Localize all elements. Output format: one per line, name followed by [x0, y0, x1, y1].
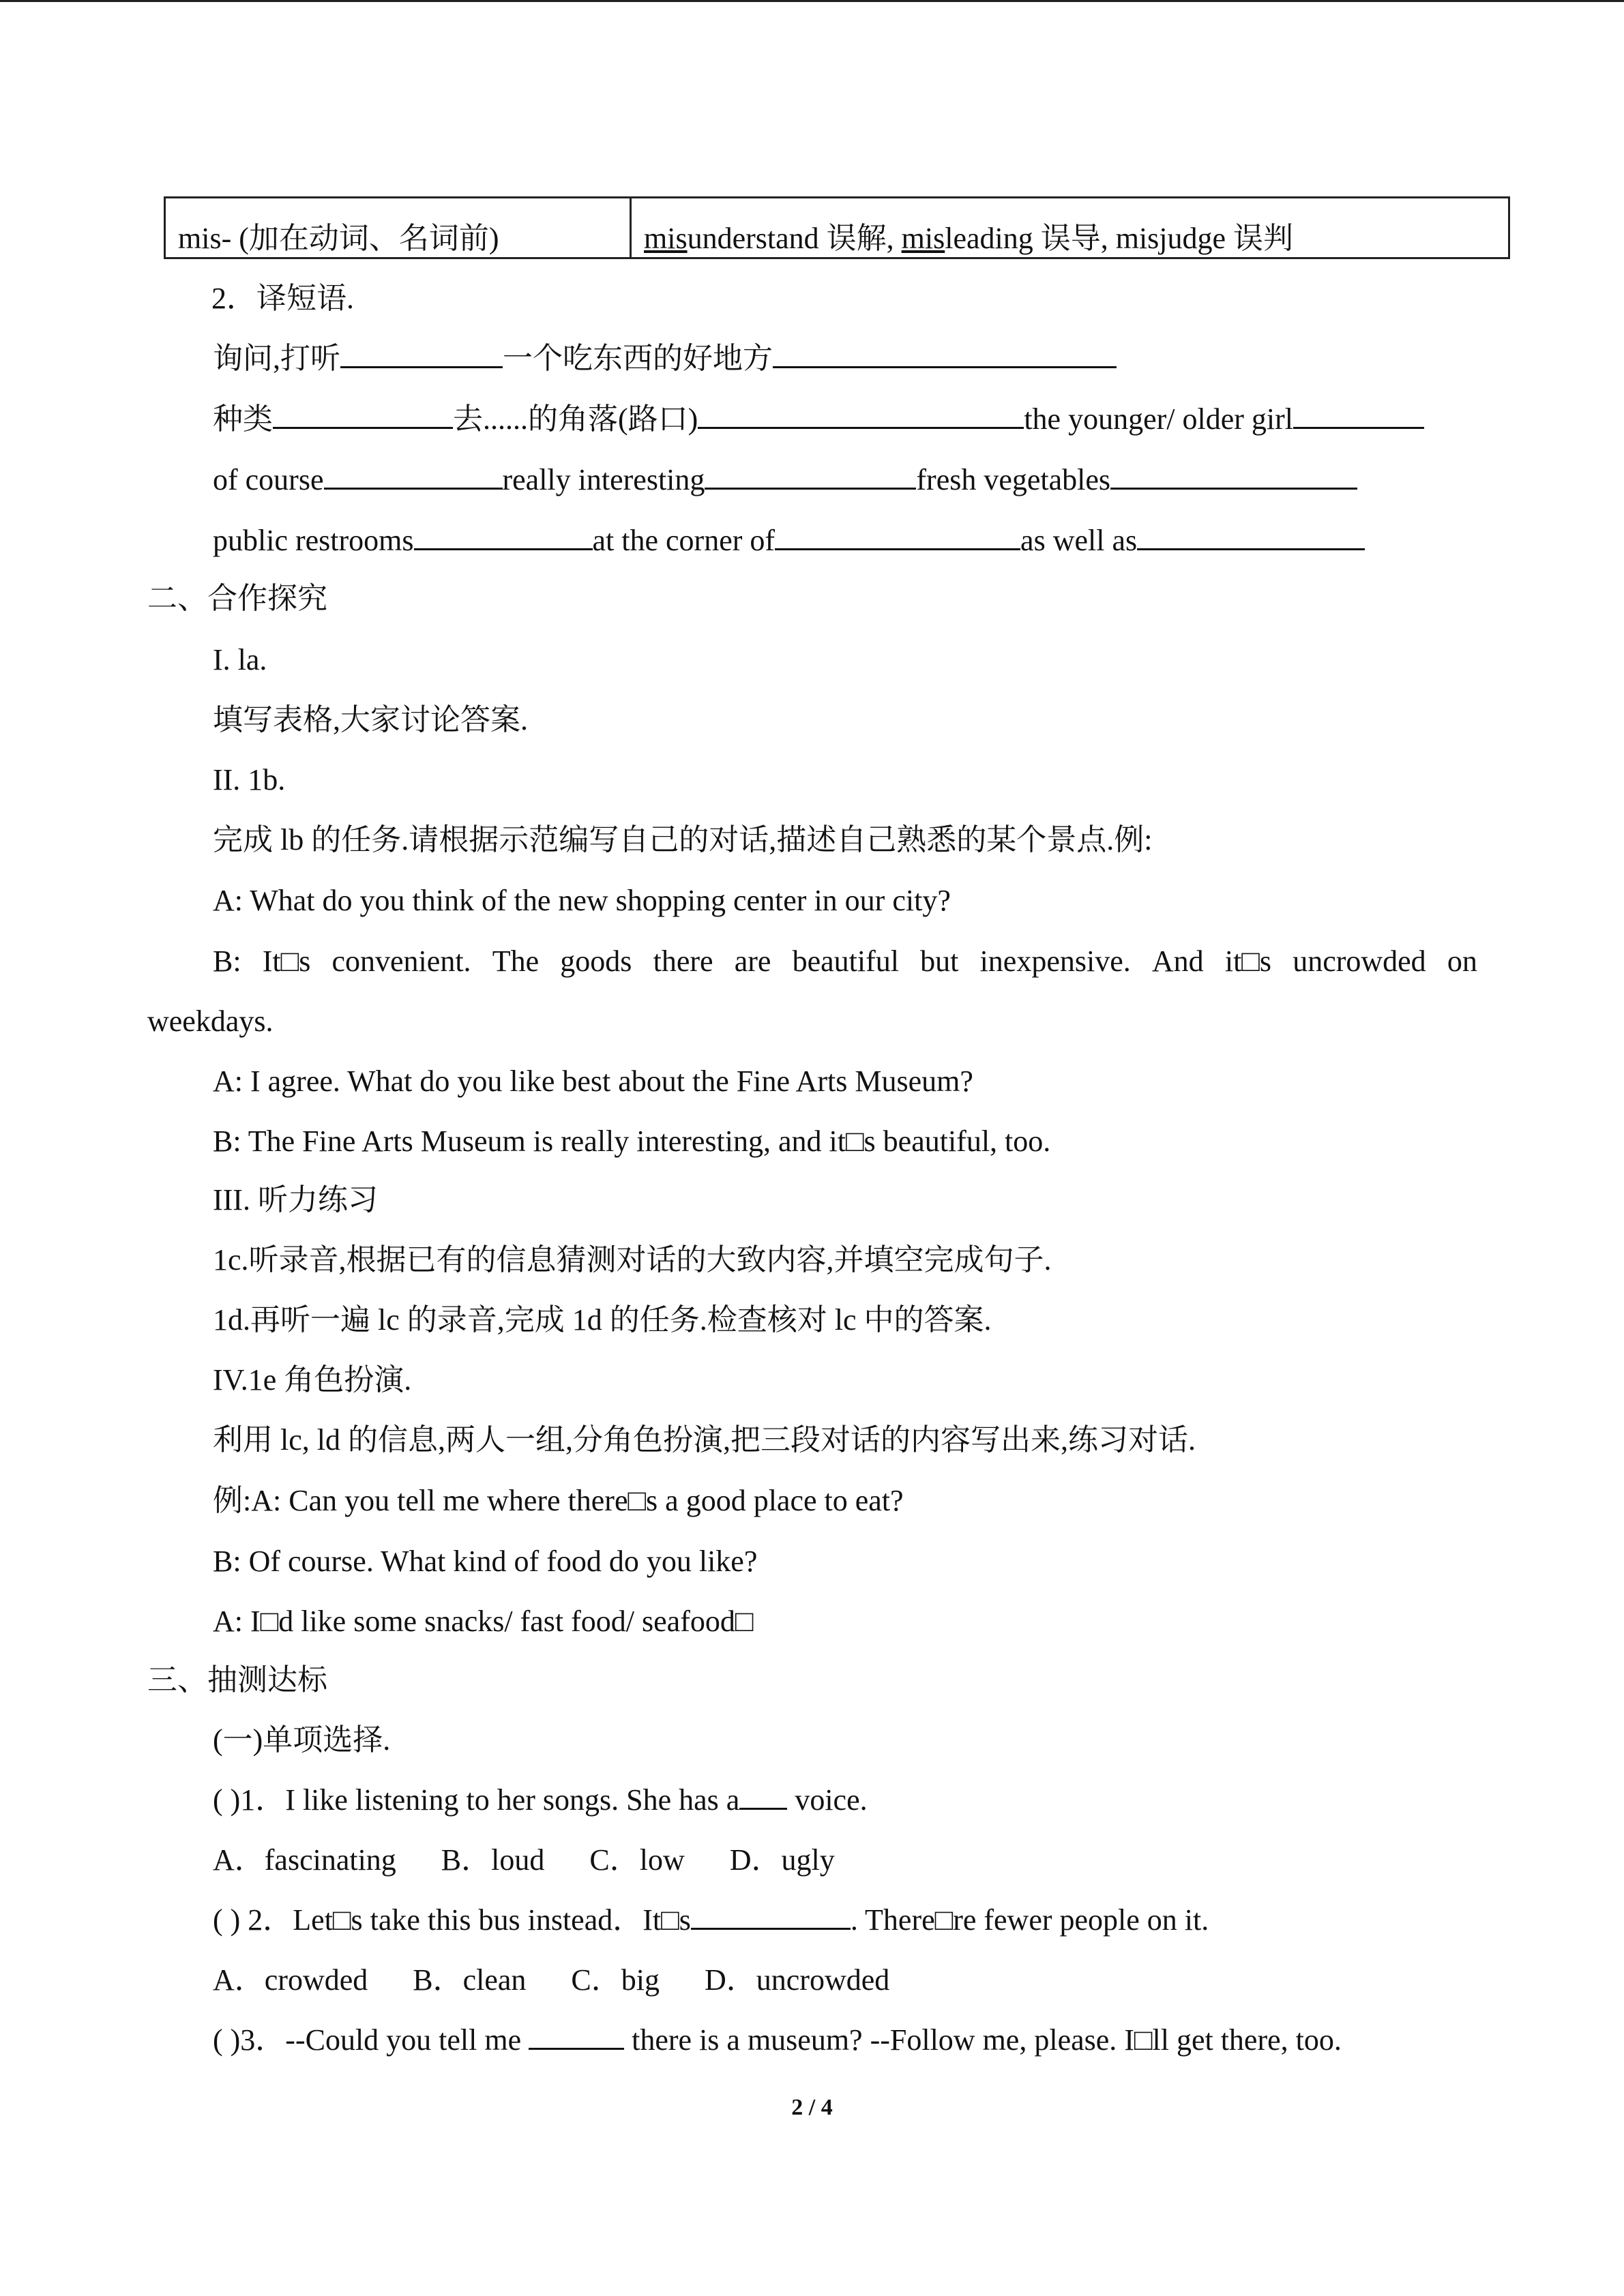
- phrase-label: at the corner of: [592, 524, 776, 557]
- dialogue-line-2: [213, 941, 1477, 982]
- answer-blank[interactable]: [739, 1780, 787, 1810]
- dialogue-word: convenient.: [331, 944, 471, 978]
- answer-blank[interactable]: [324, 460, 503, 490]
- table-cell-prefix: mis- (加在动词、名词前): [165, 198, 631, 258]
- dialogue-word: goods: [560, 944, 632, 978]
- question-1-options: A．fascinating B．loud C．low D．ugly: [213, 1843, 835, 1877]
- phrase-row-2: [213, 399, 1424, 440]
- answer-blank[interactable]: [773, 339, 1117, 368]
- section-heading-test: 三、抽测达标: [147, 1663, 327, 1697]
- dialogue-word: there: [653, 944, 713, 978]
- answer-blank[interactable]: [529, 2021, 624, 2050]
- example-line-2: B: Of course. What kind of food do you like?: [213, 1545, 758, 1578]
- question-text: ( )1．I like listening to her songs. She has a: [213, 1783, 740, 1817]
- dialogue-word: but: [920, 944, 959, 978]
- answer-blank[interactable]: [705, 460, 916, 490]
- phrase-label: fresh vegetables: [916, 463, 1111, 496]
- dialogue-line-1: A: What do you think of the new shopping center in our city?: [213, 884, 951, 917]
- dialogue-word: And: [1151, 944, 1204, 978]
- question-1: [213, 1780, 868, 1821]
- example-line-3: A: I□d like some snacks/ fast food/ seafood□: [213, 1605, 754, 1638]
- question-text: there is a museum? --Follow me, please. I□ll get there, too.: [624, 2023, 1342, 2057]
- part-iv-text: 利用 lc, ld 的信息,两人一组,分角色扮演,把三段对话的内容写出来,练习对话.: [213, 1423, 1196, 1457]
- answer-blank[interactable]: [1137, 521, 1365, 550]
- answer-blank[interactable]: [691, 1900, 851, 1930]
- question-2: [213, 1900, 1209, 1941]
- phrase-label: of course: [213, 463, 324, 496]
- dialogue-line-2-cont: weekdays.: [147, 1004, 274, 1038]
- part-ii-title: II. 1b.: [213, 763, 286, 796]
- page-top-border: [0, 0, 1624, 2]
- phrase-label: 种类: [213, 402, 273, 436]
- answer-blank[interactable]: [273, 400, 453, 429]
- answer-blank[interactable]: [340, 339, 503, 368]
- dialogue-word: The: [492, 944, 540, 978]
- dialogue-word: inexpensive.: [979, 944, 1131, 978]
- phrase-label: 一个吃东西的好地方: [503, 342, 773, 375]
- phrase-label: really interesting: [502, 463, 705, 496]
- answer-blank[interactable]: [1293, 400, 1424, 429]
- prefix-table: [164, 196, 1510, 259]
- table-row: [165, 198, 1509, 258]
- underlined-prefix: mis: [901, 222, 945, 255]
- section-2-title: 2．译短语.: [211, 282, 354, 315]
- question-text: ( )3．--Could you tell me: [213, 2023, 529, 2057]
- phrase-label: public restrooms: [213, 524, 414, 557]
- part-i-title: I. la.: [213, 643, 267, 676]
- phrase-label: as well as: [1020, 524, 1138, 557]
- dialogue-word: beautiful: [792, 944, 899, 978]
- answer-blank[interactable]: [775, 521, 1020, 550]
- question-text: . There□re fewer people on it.: [850, 1903, 1209, 1937]
- part-ii-text: 完成 lb 的任务.请根据示范编写自己的对话,描述自己熟悉的某个景点.例:: [213, 823, 1153, 856]
- phrase-label: the younger/ older girl: [1024, 402, 1293, 436]
- phrase-row-3: [213, 460, 1357, 501]
- dialogue-word: uncrowded: [1293, 944, 1426, 978]
- underlined-prefix: mis: [644, 222, 688, 255]
- part-iv-title: IV.1e 角色扮演.: [213, 1363, 412, 1397]
- question-3: [213, 2020, 1342, 2061]
- dialogue-word: on: [1447, 944, 1477, 978]
- subsection-single-choice: (一)单项选择.: [213, 1723, 391, 1757]
- dialogue-word: It□s: [262, 944, 311, 978]
- part-iii-title: III. 听力练习: [213, 1183, 378, 1217]
- example-text: understand 误解,: [687, 222, 902, 255]
- part-iii-1c: 1c.听录音,根据已有的信息猜测对话的大致内容,并填空完成句子.: [213, 1243, 1052, 1277]
- dialogue-word: it□s: [1224, 944, 1272, 978]
- phrase-label: 去......的角落(路口): [453, 402, 698, 436]
- question-2-options: A．crowded B．clean C．big D．uncrowded: [213, 1963, 890, 1997]
- part-i-text: 填写表格,大家讨论答案.: [213, 703, 528, 736]
- page-number: 2 / 4: [791, 2095, 833, 2120]
- question-text: ( ) 2．Let□s take this bus instead．It□s: [213, 1903, 691, 1937]
- part-iii-1d: 1d.再听一遍 lc 的录音,完成 1d 的任务.检查核对 lc 中的答案.: [213, 1303, 992, 1337]
- answer-blank[interactable]: [1110, 460, 1357, 490]
- answer-blank[interactable]: [698, 400, 1024, 429]
- dialogue-word: are: [734, 944, 771, 978]
- phrase-row-4: [213, 520, 1365, 561]
- section-heading-cooperate: 二、合作探究: [147, 582, 327, 615]
- question-text: voice.: [787, 1783, 868, 1817]
- phrase-label: 询问,打听: [213, 342, 340, 375]
- dialogue-line-4: B: The Fine Arts Museum is really interesting, and it□s beautiful, too.: [213, 1124, 1051, 1158]
- phrase-row-1: [213, 338, 1117, 379]
- dialogue-line-3: A: I agree. What do you like best about the Fine Arts Museum?: [213, 1064, 973, 1098]
- example-text: leading 误导, misjudge 误判: [945, 222, 1294, 255]
- example-line-1: 例:A: Can you tell me where there□s a good place to eat?: [213, 1484, 904, 1517]
- table-cell-examples: [631, 198, 1509, 258]
- dialogue-word: B:: [213, 944, 241, 978]
- answer-blank[interactable]: [414, 521, 593, 550]
